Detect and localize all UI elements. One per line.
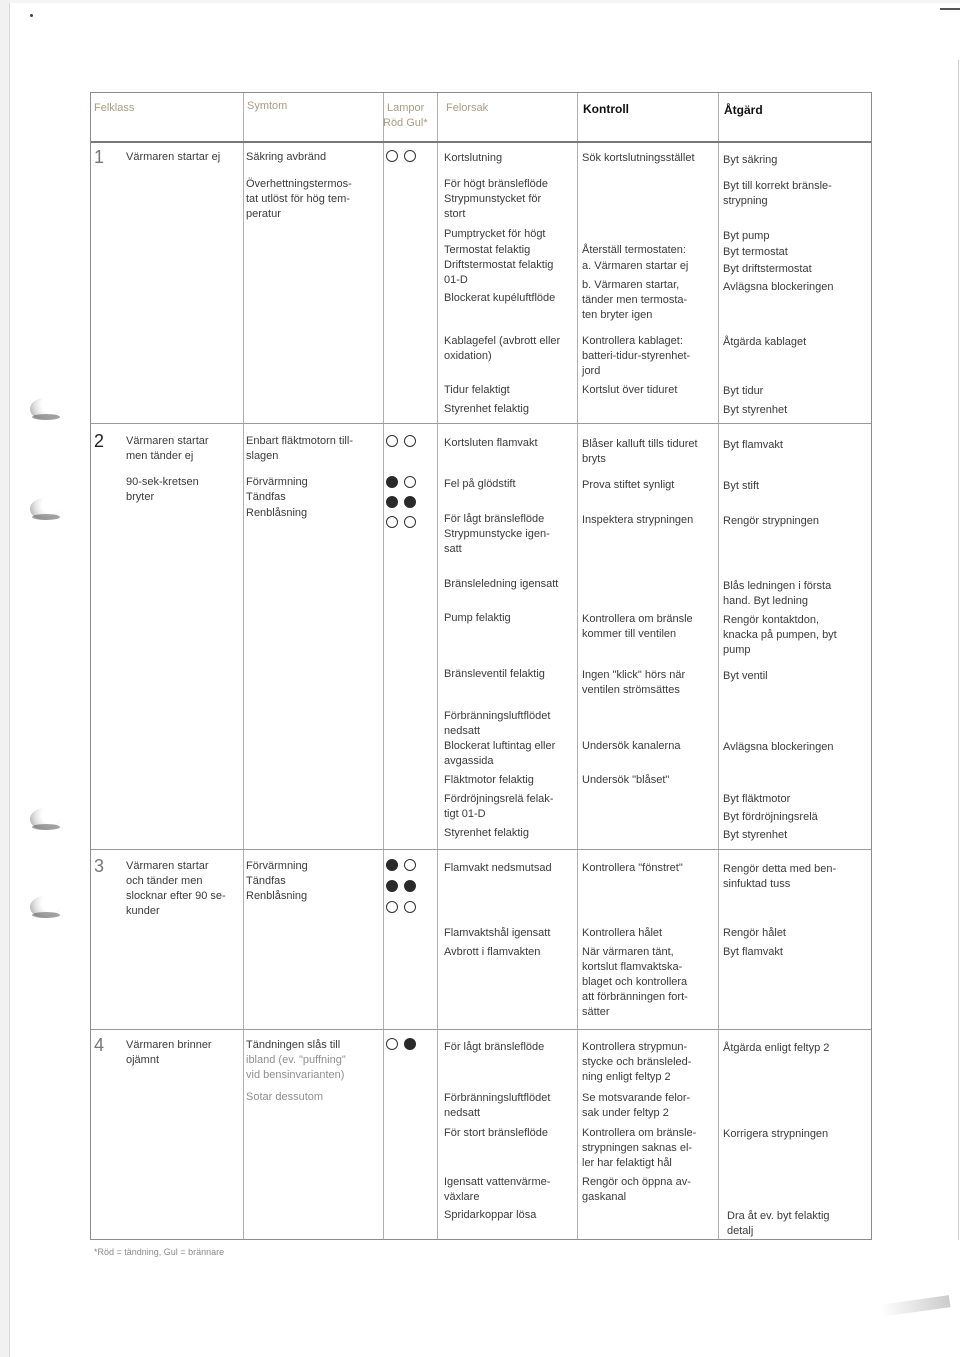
class-1-orsak: Kablagefel (avbrott eller xyxy=(444,335,561,347)
class-4-kontroll: Se motsvarande felor- xyxy=(582,1092,691,1104)
class-2-orsak: Styrenhet felaktig xyxy=(444,827,529,839)
class-2-atgard: hand. Byt ledning xyxy=(723,595,809,607)
class-3-atgard: Rengör detta med ben- xyxy=(723,863,837,875)
class-2-symptom: Förvärmning xyxy=(246,476,308,488)
class-4-symptom: Sotar dessutom xyxy=(246,1091,324,1103)
column-divider xyxy=(383,93,384,1239)
class-1-orsak: Kortslutning xyxy=(444,152,503,164)
lamp-red-on-icon xyxy=(386,496,398,508)
class-2-kontroll: Undersök "blåset" xyxy=(582,774,670,786)
class-3-felklass: Värmaren startar xyxy=(126,860,209,872)
lamp-yellow-off-icon xyxy=(404,859,416,871)
binder-ring-icon xyxy=(30,808,64,834)
class-2-orsak: Blockerat luftintag eller xyxy=(444,740,556,752)
header-kontroll: Kontroll xyxy=(583,102,629,116)
class-4-kontroll: strypningen saknas el- xyxy=(582,1142,693,1154)
class-2-felklass: bryter xyxy=(126,491,155,503)
class-4-symptom: ibland (ev. "puffning" xyxy=(246,1054,346,1066)
class-3-felklass: och tänder men xyxy=(126,875,203,887)
class-2-symptom: slagen xyxy=(246,450,279,462)
scan-smudge xyxy=(880,1295,951,1317)
class-2-kontroll: ventilen strömsättes xyxy=(582,684,680,696)
class-2-orsak: Strypmunstycke igen- xyxy=(444,528,550,540)
class-1-kontroll: Återställ termostaten: xyxy=(582,244,686,256)
class-4-kontroll: ning enligt feltyp 2 xyxy=(582,1071,671,1083)
class-2-orsak: Bränsleledning igensatt xyxy=(444,578,559,590)
class-1-kontroll: b. Värmaren startar, xyxy=(582,279,680,291)
class-2-orsak: Kortsluten flamvakt xyxy=(444,437,538,449)
class-2-orsak: Pump felaktig xyxy=(444,612,511,624)
class-2-orsak: tigt 01-D xyxy=(444,808,486,820)
binder-ring-icon xyxy=(30,498,64,524)
class-3-atgard: sinfuktad tuss xyxy=(723,878,791,890)
class-4-atgard: detalj xyxy=(727,1225,754,1237)
class-4-symptom: Tändningen slås till xyxy=(246,1039,341,1051)
class-4-orsak: nedsatt xyxy=(444,1107,481,1119)
row-rule xyxy=(91,849,871,850)
class-3-kontroll: När värmaren tänt, xyxy=(582,946,674,958)
class-1-kontroll: Kontrollera kablaget: xyxy=(582,335,683,347)
class-1-felklass: Värmaren startar ej xyxy=(126,151,221,163)
class-3-atgard: Byt flamvakt xyxy=(723,946,783,958)
class-4-orsak: Igensatt vattenvärme- xyxy=(444,1176,551,1188)
class-1-orsak: Strypmunstycket för xyxy=(444,193,542,205)
class-1-orsak: Blockerat kupéluftflöde xyxy=(444,292,556,304)
class-4-felklass: ojämnt xyxy=(126,1054,160,1066)
lamp-yellow-off-icon xyxy=(404,516,416,528)
class-4-kontroll: sak under feltyp 2 xyxy=(582,1107,669,1119)
footnote: *Röd = tändning, Gul = brännare xyxy=(94,1247,225,1257)
class-1-orsak: 01-D xyxy=(444,274,468,286)
column-divider xyxy=(718,93,719,1239)
lamp-red-off-icon xyxy=(386,516,398,528)
class-1-kontroll: batteri-tidur-styrenhet- xyxy=(582,350,691,362)
class-2-atgard: pump xyxy=(723,644,751,656)
class-1-kontroll: jord xyxy=(582,365,601,377)
class-2-atgard: Blås ledningen i första xyxy=(723,580,832,592)
lamp-red-on-icon xyxy=(386,859,398,871)
class-2-symptom: Tändfas xyxy=(246,491,286,503)
class-2-orsak: satt xyxy=(444,543,462,555)
class-1-atgard: Byt tidur xyxy=(723,385,764,397)
class-1-symptom: peratur xyxy=(246,208,281,220)
row-rule xyxy=(91,1029,871,1030)
class-2-orsak: avgassida xyxy=(444,755,494,767)
class-4-kontroll: stycke och bränsleled- xyxy=(582,1056,692,1068)
header-atgard: Åtgärd xyxy=(724,103,763,117)
class-1-orsak: Pumptrycket för högt xyxy=(444,228,546,240)
scan-dust-dot xyxy=(30,14,33,17)
lamp-yellow-on-icon xyxy=(404,1038,416,1050)
class-2-symptom: Enbart fläktmotorn till- xyxy=(246,435,353,447)
class-2-kontroll: Undersök kanalerna xyxy=(582,740,681,752)
header-lampor: Lampor xyxy=(387,102,425,114)
header-symptom: Symtom xyxy=(247,100,288,112)
class-3-orsak: Flamvakt nedsmutsad xyxy=(444,862,552,874)
class-1-orsak: Driftstermostat felaktig xyxy=(444,259,554,271)
column-divider xyxy=(437,93,438,1239)
class-3-kontroll: Kontrollera "fönstret" xyxy=(582,862,683,874)
class-1-symptom: Överhettningstermos- xyxy=(246,178,352,190)
class-4-kontroll: Kontrollera om bränsle- xyxy=(582,1127,697,1139)
class-2-atgard: Rengör kontaktdon, xyxy=(723,614,820,626)
class-4-atgard: Åtgärda enligt feltyp 2 xyxy=(723,1042,830,1054)
class-1-atgard: Avlägsna blockeringen xyxy=(723,281,834,293)
column-divider xyxy=(243,93,244,1239)
class-1-kontroll: Kortslut över tiduret xyxy=(582,384,678,396)
lamp-red-on-icon xyxy=(386,476,398,488)
class-3-number: 3 xyxy=(94,856,105,876)
binder-ring-icon xyxy=(30,398,64,424)
binder-ring-icon xyxy=(30,896,64,922)
lamp-yellow-on-icon xyxy=(404,880,416,892)
class-3-symptom: Förvärmning xyxy=(246,860,308,872)
column-divider xyxy=(577,93,578,1239)
class-2-atgard: Byt fördröjningsrelä xyxy=(723,811,818,823)
class-3-symptom: Tändfas xyxy=(246,875,286,887)
lamp-yellow-off-icon xyxy=(404,901,416,913)
class-2-orsak: Fel på glödstift xyxy=(444,478,516,490)
class-2-kontroll: bryts xyxy=(582,453,606,465)
class-2-kontroll: Kontrollera om bränsle xyxy=(582,613,693,625)
class-1-orsak: Tidur felaktigt xyxy=(444,384,510,396)
class-2-atgard: Byt fläktmotor xyxy=(723,793,791,805)
class-2-felklass: 90-sek-kretsen xyxy=(126,476,199,488)
scan-top-edge xyxy=(9,0,960,3)
class-2-orsak: För lågt bränsleflöde xyxy=(444,513,545,525)
class-1-kontroll: Sök kortslutningsstället xyxy=(582,152,695,164)
class-1-orsak: Termostat felaktig xyxy=(444,244,531,256)
class-2-atgard: Byt flamvakt xyxy=(723,439,783,451)
class-3-orsak: Flamvaktshål igensatt xyxy=(444,927,551,939)
class-2-kontroll: Blåser kalluft tills tiduret xyxy=(582,438,698,450)
class-1-atgard: Åtgärda kablaget xyxy=(723,336,807,348)
lamp-yellow-on-icon xyxy=(404,496,416,508)
class-1-orsak: stort xyxy=(444,208,466,220)
class-2-atgard: Rengör strypningen xyxy=(723,515,820,527)
lamp-red-off-icon xyxy=(386,901,398,913)
class-2-orsak: nedsatt xyxy=(444,725,481,737)
class-2-atgard: knacka på pumpen, byt xyxy=(723,629,837,641)
class-1-atgard: Byt termostat xyxy=(723,246,788,258)
class-2-orsak: Fläktmotor felaktig xyxy=(444,774,534,786)
class-1-number: 1 xyxy=(94,147,105,167)
class-3-kontroll: att förbränningen fort- xyxy=(582,991,688,1003)
lamp-red-off-icon xyxy=(386,435,398,447)
class-1-atgard: Byt pump xyxy=(723,230,770,242)
class-2-atgard: Avlägsna blockeringen xyxy=(723,741,834,753)
header-felklass: Felklass xyxy=(94,102,135,114)
class-2-atgard: Byt stift xyxy=(723,480,760,492)
scan-shadow-line xyxy=(958,60,959,1240)
class-3-felklass: slocknar efter 90 se- xyxy=(126,890,226,902)
class-1-atgard: Byt säkring xyxy=(723,154,778,166)
header-rule xyxy=(91,141,871,143)
lamp-red-partial-icon xyxy=(386,1038,398,1050)
class-2-atgard: Byt ventil xyxy=(723,670,768,682)
class-3-kontroll: Kontrollera hålet xyxy=(582,927,663,939)
lamp-red-off-icon xyxy=(386,150,398,162)
class-3-felklass: kunder xyxy=(126,905,160,917)
class-1-kontroll: a. Värmaren startar ej xyxy=(582,260,689,272)
class-4-felklass: Värmaren brinner xyxy=(126,1039,212,1051)
class-2-orsak: Förbränningsluftflödet xyxy=(444,710,551,722)
class-2-kontroll: Inspektera strypningen xyxy=(582,514,694,526)
class-4-orsak: För lågt bränsleflöde xyxy=(444,1041,545,1053)
class-1-orsak: Styrenhet felaktig xyxy=(444,403,529,415)
lamp-yellow-off-icon xyxy=(404,150,416,162)
class-1-atgard: Byt till korrekt bränsle- xyxy=(723,180,832,192)
class-1-atgard: Byt styrenhet xyxy=(723,404,788,416)
class-4-symptom: vid bensinvarianten) xyxy=(246,1069,345,1081)
class-4-kontroll: ler har felaktigt hål xyxy=(582,1157,672,1169)
class-1-kontroll: ten bryter igen xyxy=(582,309,653,321)
header-felorsak: Felorsak xyxy=(446,102,489,114)
class-1-kontroll: tänder men termosta- xyxy=(582,294,688,306)
class-1-symptom: tat utlöst för hög tem- xyxy=(246,193,350,205)
class-2-kontroll: Prova stiftet synligt xyxy=(582,479,675,491)
header-rod-gul: Röd Gul* xyxy=(383,117,428,129)
class-4-orsak: Spridarkoppar lösa xyxy=(444,1209,537,1221)
class-3-kontroll: kortslut flamvaktska- xyxy=(582,961,683,973)
class-4-kontroll: gaskanal xyxy=(582,1191,627,1203)
class-4-orsak: För stort bränsleflöde xyxy=(444,1127,548,1139)
class-4-kontroll: Rengör och öppna av- xyxy=(582,1176,691,1188)
lamp-red-on-icon xyxy=(386,880,398,892)
class-1-orsak: För högt bränsleflöde xyxy=(444,178,548,190)
class-4-atgard: Korrigera strypningen xyxy=(723,1128,829,1140)
row-rule xyxy=(91,423,871,424)
class-4-number: 4 xyxy=(94,1035,105,1055)
class-3-kontroll: blaget och kontrollera xyxy=(582,976,688,988)
class-1-orsak: oxidation) xyxy=(444,350,492,362)
class-1-atgard: strypning xyxy=(723,195,768,207)
class-4-orsak: växlare xyxy=(444,1191,480,1203)
class-4-orsak: Förbränningsluftflödet xyxy=(444,1092,551,1104)
class-2-orsak: Fördröjningsrelä felak- xyxy=(444,793,554,805)
class-2-kontroll: Ingen "klick" hörs när xyxy=(582,669,686,681)
scan-page-edge xyxy=(0,0,10,1357)
class-2-orsak: Bränsleventil felaktig xyxy=(444,668,545,680)
class-3-symptom: Renblåsning xyxy=(246,890,308,902)
class-4-kontroll: Kontrollera strypmun- xyxy=(582,1041,688,1053)
lamp-yellow-off-icon xyxy=(404,476,416,488)
class-2-number: 2 xyxy=(94,431,105,451)
class-3-kontroll: sätter xyxy=(582,1006,610,1018)
lamp-yellow-off-icon xyxy=(404,435,416,447)
corner-crop-mark xyxy=(940,8,960,10)
class-2-felklass: men tänder ej xyxy=(126,450,194,462)
class-3-orsak: Avbrott i flamvakten xyxy=(444,946,541,958)
class-2-atgard: Byt styrenhet xyxy=(723,829,788,841)
class-1-symptom: Säkring avbränd xyxy=(246,151,327,163)
class-2-felklass: Värmaren startar xyxy=(126,435,209,447)
class-4-atgard: Dra åt ev. byt felaktig xyxy=(727,1210,830,1222)
class-2-symptom: Renblåsning xyxy=(246,507,308,519)
class-2-kontroll: kommer till ventilen xyxy=(582,628,677,640)
class-3-atgard: Rengör hålet xyxy=(723,927,786,939)
class-1-atgard: Byt driftstermostat xyxy=(723,263,812,275)
